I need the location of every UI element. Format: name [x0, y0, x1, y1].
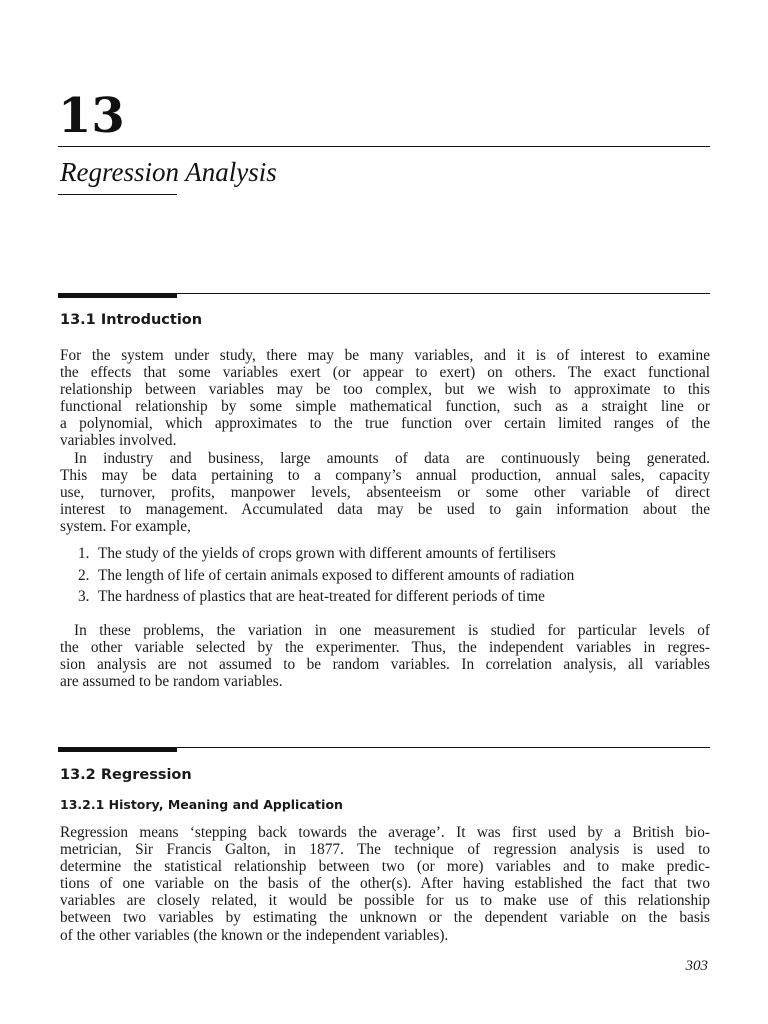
text-line: In industry and business, large amounts of data are continuously being generated. [74, 450, 710, 467]
page-number: 303 [685, 958, 708, 974]
section-rule-thick [58, 293, 177, 298]
text-line: relationship between variables may be too complex, but we wish to approximate to this [60, 381, 710, 399]
example-list [78, 543, 698, 608]
text-line: the effects that some variables exert (or appear to exert) on others. The exact functional [60, 364, 710, 382]
text-line: system. For example, [60, 518, 191, 536]
text-line: sion analysis are not assumed to be random variables. In correlation analysis, all variables [60, 656, 710, 674]
list-text: The hardness of plastics that are heat-treated for different periods of time [98, 588, 545, 605]
text-line: variables are closely related, it would be possible for us to make use of this relationship [60, 892, 710, 910]
list-number: 2. [78, 566, 90, 584]
section-rule-thick [58, 747, 177, 752]
text-line: of the other variables (the known or the independent variables). [60, 926, 449, 944]
chapter-number-rule [58, 146, 710, 147]
text-line: tions of one variable on the basis of the other(s). After having established the fact that two [60, 875, 710, 893]
intro-paragraph-3 [60, 622, 710, 690]
text-line: In these problems, the variation in one measurement is studied for particular levels of [74, 622, 710, 639]
intro-paragraph-2 [60, 450, 710, 535]
section-heading-introduction: 13.1 Introduction [60, 312, 203, 328]
text-line: the other variable selected by the experimenter. Thus, the independent variables in regres- [60, 639, 710, 657]
chapter-number: 13 [58, 88, 125, 144]
list-text: The study of the yields of crops grown with different amounts of fertilisers [98, 545, 556, 562]
text-line: metrician, Sir Francis Galton, in 1877. The technique of regression analysis is used to [60, 841, 710, 859]
list-text: The length of life of certain animals exposed to different amounts of radiation [98, 566, 575, 584]
section-rule-thin [177, 747, 710, 748]
section-rule-thin [177, 293, 710, 294]
text-line: between two variables by estimating the unknown or the dependent variable on the basis [60, 909, 710, 927]
text-line: variables involved. [60, 432, 177, 450]
section-heading-regression: 13.2 Regression [60, 767, 192, 783]
chapter-title: Regression Analysis [60, 157, 277, 187]
list-item [78, 565, 698, 587]
text-line: functional relationship by some simple mathematical function, such as a straight line or [60, 398, 710, 416]
chapter-title-rule [58, 194, 177, 195]
list-number: 3. [78, 588, 90, 605]
subsection-heading-history: 13.2.1 History, Meaning and Application [60, 797, 343, 812]
text-line: are assumed to be random variables. [60, 673, 283, 691]
text-line: interest to management. Accumulated data may be used to gain information about the [60, 501, 710, 519]
list-item [78, 543, 698, 565]
text-line: a polynomial, which approximates to the true function over certain limited ranges of the [60, 415, 710, 433]
text-line: determine the statistical relationship between two (or more) variables and to make predic- [60, 858, 710, 876]
intro-paragraph-1 [60, 347, 710, 450]
text-line: Regression means ‘stepping back towards the average’. It was first used by a British bio- [60, 824, 710, 841]
text-line: For the system under study, there may be many variables, and it is of interest to examine [60, 347, 710, 364]
text-line: use, turnover, profits, manpower levels, absenteeism or some other variable of direct [60, 484, 710, 502]
list-number: 1. [78, 545, 90, 562]
text-line: This may be data pertaining to a company’s annual production, annual sales, capacity [60, 467, 710, 485]
regression-paragraph-1 [60, 824, 710, 944]
list-item [78, 586, 698, 608]
